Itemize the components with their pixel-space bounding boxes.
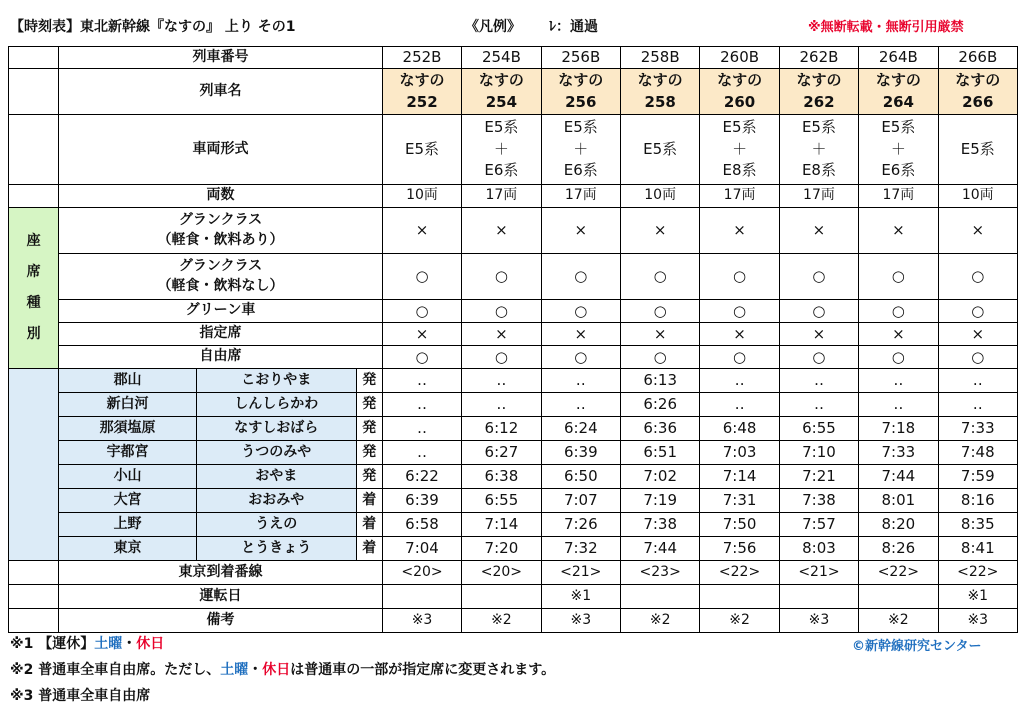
train-res-cell: × <box>382 323 461 346</box>
train-remark-cell: ※2 <box>859 609 938 633</box>
time-cell: 6:12 <box>462 417 541 441</box>
train-name-label: 列車名 <box>59 69 383 115</box>
arrival-departure-mark: 発 <box>356 417 382 441</box>
station-group-blank <box>9 369 59 561</box>
row-train-number <box>9 47 1018 69</box>
train-name-number: 266 <box>962 92 994 111</box>
train-track-cell: <22> <box>938 561 1017 585</box>
time-cell: ‥ <box>859 369 938 393</box>
train-name-cell <box>859 69 938 115</box>
time-cell: 6:13 <box>620 369 699 393</box>
time-cell: 7:32 <box>541 537 620 561</box>
train-gc2-cell: ○ <box>779 254 858 300</box>
car-type-cell: E5系 ＋ E8系 <box>700 115 779 185</box>
time-cell: 8:16 <box>938 489 1017 513</box>
train-name-number: 260 <box>723 92 756 111</box>
train-opday-cell <box>382 585 461 609</box>
train-track-cell: <22> <box>859 561 938 585</box>
time-cell: 8:20 <box>859 513 938 537</box>
train-name-cell <box>779 69 858 115</box>
train-name-number: 264 <box>882 92 914 111</box>
train-number-cell: 264B <box>859 47 938 69</box>
time-cell: 8:35 <box>938 513 1017 537</box>
train-name: なすの <box>796 70 842 89</box>
train-unres-cell: ○ <box>462 346 541 369</box>
train-remark-cell: ※2 <box>462 609 541 633</box>
train-unres-cell: ○ <box>620 346 699 369</box>
train-track-cell: <22> <box>700 561 779 585</box>
train-unres-cell: ○ <box>938 346 1017 369</box>
station-kana: おおみや <box>196 489 356 513</box>
time-cell: 7:14 <box>700 465 779 489</box>
row-operation-day <box>9 585 1018 609</box>
time-cell: 7:31 <box>700 489 779 513</box>
time-cell: 7:02 <box>620 465 699 489</box>
train-track-cell: <20> <box>382 561 461 585</box>
time-cell: 7:26 <box>541 513 620 537</box>
row-seat-res <box>9 323 1018 346</box>
time-cell: ‥ <box>779 393 858 417</box>
station-kana: うえの <box>196 513 356 537</box>
station-kana: とうきょう <box>196 537 356 561</box>
train-name-number: 256 <box>565 92 597 111</box>
time-cell: ‥ <box>382 369 461 393</box>
time-cell: 7:10 <box>779 441 858 465</box>
timetable <box>8 46 1018 633</box>
note-2: ※2 普通車全車自由席。ただし、土曜・休日は普通車の一部が指定席に変更されます。 <box>10 662 556 678</box>
time-cell: 6:27 <box>462 441 541 465</box>
note-1: ※1 【運休】土曜・休日 <box>10 636 165 652</box>
row-station <box>9 393 1018 417</box>
train-cars-cell: 17両 <box>779 185 858 208</box>
train-gc1-cell: × <box>859 208 938 254</box>
time-cell: 7:57 <box>779 513 858 537</box>
blank-cell <box>9 185 59 208</box>
train-opday-cell <box>779 585 858 609</box>
station-name: 東京 <box>59 537 197 561</box>
time-cell: 7:38 <box>620 513 699 537</box>
train-number-cell: 254B <box>462 47 541 69</box>
blank-cell <box>9 585 59 609</box>
time-cell: 8:41 <box>938 537 1017 561</box>
train-gc1-cell: × <box>620 208 699 254</box>
train-cars-cell: 17両 <box>700 185 779 208</box>
time-cell: 7:33 <box>938 417 1017 441</box>
train-number-cell: 256B <box>541 47 620 69</box>
time-cell: 7:33 <box>859 441 938 465</box>
train-cars-cell: 17両 <box>859 185 938 208</box>
copyright-warning: ※無断転載・無断引用厳禁 <box>808 20 964 35</box>
train-gc1-cell: × <box>462 208 541 254</box>
train-name-number: 258 <box>644 92 676 111</box>
train-remark-cell: ※2 <box>620 609 699 633</box>
station-kana: しんしらかわ <box>196 393 356 417</box>
seat-label: 自由席 <box>59 346 383 369</box>
train-name-cell <box>938 69 1017 115</box>
time-cell: 6:55 <box>779 417 858 441</box>
station-kana: うつのみや <box>196 441 356 465</box>
cars-label: 両数 <box>59 185 383 208</box>
time-cell: 7:14 <box>462 513 541 537</box>
row-station <box>9 465 1018 489</box>
station-name: 宇都宮 <box>59 441 197 465</box>
train-res-cell: × <box>620 323 699 346</box>
train-track-cell: <21> <box>779 561 858 585</box>
note-3: ※3 普通車全車自由席 <box>10 688 151 704</box>
time-cell: 7:44 <box>859 465 938 489</box>
train-number-cell: 252B <box>382 47 461 69</box>
row-remarks <box>9 609 1018 633</box>
train-unres-cell: ○ <box>541 346 620 369</box>
arrival-departure-mark: 発 <box>356 369 382 393</box>
row-station <box>9 369 1018 393</box>
station-name: 郡山 <box>59 369 197 393</box>
train-unres-cell: ○ <box>700 346 779 369</box>
time-cell: 6:58 <box>382 513 461 537</box>
time-cell: 6:38 <box>462 465 541 489</box>
train-gc1-cell: × <box>382 208 461 254</box>
time-cell: 7:04 <box>382 537 461 561</box>
car-type-cell: E5系 <box>938 115 1017 185</box>
train-name-cell <box>700 69 779 115</box>
train-track-cell: <23> <box>620 561 699 585</box>
row-seat-gc1 <box>9 208 1018 254</box>
train-green-cell: ○ <box>541 300 620 323</box>
train-cars-cell: 17両 <box>462 185 541 208</box>
time-cell: ‥ <box>938 369 1017 393</box>
train-unres-cell: ○ <box>382 346 461 369</box>
train-cars-cell: 10両 <box>938 185 1017 208</box>
train-opday-cell: ※1 <box>938 585 1017 609</box>
time-cell: ‥ <box>382 441 461 465</box>
time-cell: 7:56 <box>700 537 779 561</box>
train-green-cell: ○ <box>700 300 779 323</box>
arrival-departure-mark: 発 <box>356 465 382 489</box>
time-cell: ‥ <box>779 369 858 393</box>
train-name-cell <box>541 69 620 115</box>
time-cell: 7:59 <box>938 465 1017 489</box>
train-gc1-cell: × <box>779 208 858 254</box>
time-cell: 6:51 <box>620 441 699 465</box>
train-name: なすの <box>558 70 604 89</box>
row-seat-gc2 <box>9 254 1018 300</box>
blank-cell <box>9 115 59 185</box>
copyright: ©新幹線研究センター <box>852 639 982 654</box>
train-opday-cell <box>462 585 541 609</box>
time-cell: ‥ <box>938 393 1017 417</box>
time-cell: ‥ <box>700 393 779 417</box>
train-name: なすの <box>717 70 763 89</box>
train-cars-cell: 17両 <box>541 185 620 208</box>
train-gc1-cell: × <box>700 208 779 254</box>
legend-pass-mark: ﾚ：通過 <box>549 19 598 35</box>
time-cell: 7:50 <box>700 513 779 537</box>
time-cell: 6:26 <box>620 393 699 417</box>
row-seat-unres <box>9 346 1018 369</box>
tokyo-track-label: 東京到着番線 <box>59 561 383 585</box>
train-green-cell: ○ <box>859 300 938 323</box>
car-type-cell: E5系 <box>382 115 461 185</box>
arrival-departure-mark: 着 <box>356 489 382 513</box>
station-kana: こおりやま <box>196 369 356 393</box>
train-cars-cell: 10両 <box>382 185 461 208</box>
train-number-cell: 260B <box>700 47 779 69</box>
row-car-type <box>9 115 1018 185</box>
arrival-departure-mark: 着 <box>356 513 382 537</box>
blank-cell <box>9 69 59 115</box>
remarks-label: 備考 <box>59 609 383 633</box>
train-green-cell: ○ <box>382 300 461 323</box>
train-cars-cell: 10両 <box>620 185 699 208</box>
train-gc2-cell: ○ <box>541 254 620 300</box>
car-type-cell: E5系 ＋ E6系 <box>541 115 620 185</box>
time-cell: 6:50 <box>541 465 620 489</box>
train-number-cell: 258B <box>620 47 699 69</box>
time-cell: 7:19 <box>620 489 699 513</box>
timetable-title: 【時刻表】東北新幹線『なすの』 上り その1 <box>10 19 296 35</box>
train-remark-cell: ※3 <box>779 609 858 633</box>
car-type-cell: E5系 ＋ E8系 <box>779 115 858 185</box>
train-opday-cell <box>620 585 699 609</box>
time-cell: 7:44 <box>620 537 699 561</box>
train-track-cell: <20> <box>462 561 541 585</box>
train-gc2-cell: ○ <box>382 254 461 300</box>
seat-label: グランクラス （軽食・飲料なし） <box>59 254 383 300</box>
row-station <box>9 489 1018 513</box>
train-name: なすの <box>399 70 445 89</box>
train-name: なすの <box>955 70 1001 89</box>
train-gc1-cell: × <box>938 208 1017 254</box>
row-tokyo-track <box>9 561 1018 585</box>
time-cell: 7:20 <box>462 537 541 561</box>
train-track-cell: <21> <box>541 561 620 585</box>
station-kana: おやま <box>196 465 356 489</box>
train-opday-cell <box>859 585 938 609</box>
train-gc2-cell: ○ <box>859 254 938 300</box>
seat-category-label: 座 席 種 別 <box>9 208 59 369</box>
time-cell: ‥ <box>700 369 779 393</box>
train-remark-cell: ※3 <box>938 609 1017 633</box>
train-remark-cell: ※3 <box>541 609 620 633</box>
train-number-cell: 266B <box>938 47 1017 69</box>
train-res-cell: × <box>938 323 1017 346</box>
time-cell: ‥ <box>541 393 620 417</box>
train-res-cell: × <box>462 323 541 346</box>
blank-cell <box>9 47 59 69</box>
time-cell: 8:03 <box>779 537 858 561</box>
station-name: 小山 <box>59 465 197 489</box>
time-cell: 6:55 <box>462 489 541 513</box>
train-gc1-cell: × <box>541 208 620 254</box>
train-green-cell: ○ <box>620 300 699 323</box>
train-res-cell: × <box>779 323 858 346</box>
row-seat-green <box>9 300 1018 323</box>
train-res-cell: × <box>541 323 620 346</box>
arrival-departure-mark: 着 <box>356 537 382 561</box>
operation-day-label: 運転日 <box>59 585 383 609</box>
train-name: なすの <box>875 70 921 89</box>
train-res-cell: × <box>700 323 779 346</box>
train-remark-cell: ※3 <box>382 609 461 633</box>
seat-label: グランクラス （軽食・飲料あり） <box>59 208 383 254</box>
time-cell: ‥ <box>382 393 461 417</box>
time-cell: 6:22 <box>382 465 461 489</box>
train-name-number: 262 <box>803 92 835 111</box>
time-cell: 8:01 <box>859 489 938 513</box>
time-cell: ‥ <box>462 393 541 417</box>
time-cell: 7:48 <box>938 441 1017 465</box>
train-opday-cell: ※1 <box>541 585 620 609</box>
train-number-cell: 262B <box>779 47 858 69</box>
train-name-number: 252 <box>406 92 438 111</box>
time-cell: 8:26 <box>859 537 938 561</box>
car-type-cell: E5系 <box>620 115 699 185</box>
row-station <box>9 513 1018 537</box>
train-gc2-cell: ○ <box>938 254 1017 300</box>
train-name-number: 254 <box>485 92 518 111</box>
train-name: なすの <box>478 70 524 89</box>
seat-label: グリーン車 <box>59 300 383 323</box>
train-name: なすの <box>637 70 683 89</box>
train-name-cell <box>462 69 541 115</box>
time-cell: ‥ <box>859 393 938 417</box>
row-cars <box>9 185 1018 208</box>
seat-label: 指定席 <box>59 323 383 346</box>
time-cell: 7:18 <box>859 417 938 441</box>
train-opday-cell <box>700 585 779 609</box>
train-unres-cell: ○ <box>859 346 938 369</box>
car-type-label: 車両形式 <box>59 115 383 185</box>
train-gc2-cell: ○ <box>462 254 541 300</box>
time-cell: 7:21 <box>779 465 858 489</box>
station-name: 新白河 <box>59 393 197 417</box>
train-res-cell: × <box>859 323 938 346</box>
row-station <box>9 417 1018 441</box>
time-cell: 6:39 <box>541 441 620 465</box>
car-type-cell: E5系 ＋ E6系 <box>859 115 938 185</box>
train-name-cell <box>382 69 461 115</box>
time-cell: 7:07 <box>541 489 620 513</box>
arrival-departure-mark: 発 <box>356 441 382 465</box>
train-number-label: 列車番号 <box>59 47 383 69</box>
station-name: 上野 <box>59 513 197 537</box>
legend-title: 《凡例》 <box>465 19 521 35</box>
train-remark-cell: ※2 <box>700 609 779 633</box>
time-cell: 7:03 <box>700 441 779 465</box>
time-cell: ‥ <box>541 369 620 393</box>
time-cell: 7:38 <box>779 489 858 513</box>
time-cell: 6:48 <box>700 417 779 441</box>
car-type-cell: E5系 ＋ E6系 <box>462 115 541 185</box>
train-gc2-cell: ○ <box>620 254 699 300</box>
time-cell: ‥ <box>462 369 541 393</box>
station-name: 大宮 <box>59 489 197 513</box>
row-station <box>9 537 1018 561</box>
blank-cell <box>9 609 59 633</box>
time-cell: 6:36 <box>620 417 699 441</box>
train-gc2-cell: ○ <box>700 254 779 300</box>
time-cell: 6:39 <box>382 489 461 513</box>
time-cell: ‥ <box>382 417 461 441</box>
row-train-name <box>9 69 1018 115</box>
train-name-cell <box>620 69 699 115</box>
station-kana: なすしおばら <box>196 417 356 441</box>
row-station <box>9 441 1018 465</box>
train-green-cell: ○ <box>462 300 541 323</box>
time-cell: 6:24 <box>541 417 620 441</box>
train-green-cell: ○ <box>779 300 858 323</box>
arrival-departure-mark: 発 <box>356 393 382 417</box>
blank-cell <box>9 561 59 585</box>
train-green-cell: ○ <box>938 300 1017 323</box>
station-name: 那須塩原 <box>59 417 197 441</box>
train-unres-cell: ○ <box>779 346 858 369</box>
